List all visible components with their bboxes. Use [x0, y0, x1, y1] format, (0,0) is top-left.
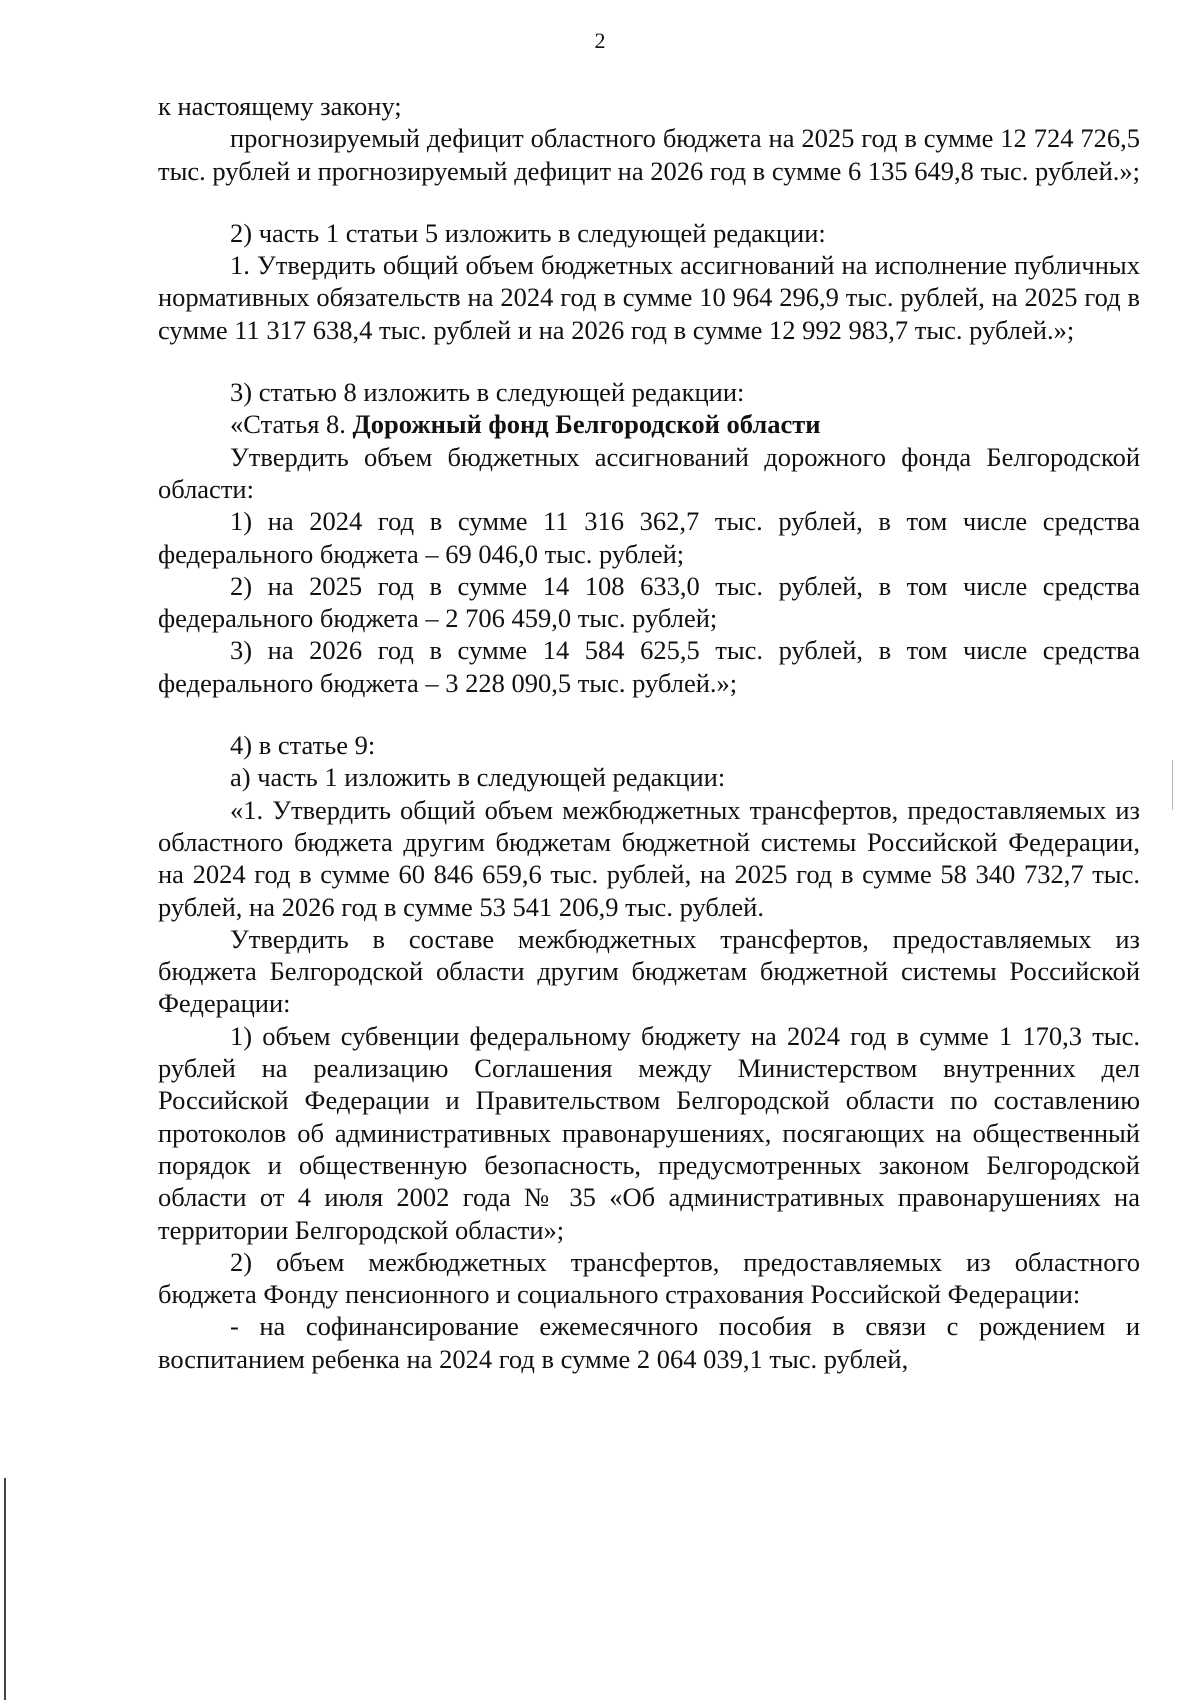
article-heading-title: Дорожный фонд Белгородской области — [352, 409, 821, 440]
amendment-item: 4) в статье 9: — [230, 730, 376, 761]
page-number: 2 — [594, 28, 606, 53]
paragraph: прогнозируемый дефицит областного бюджета на 2025 год в сумме 12 724 726,5 тыс. рублей и прогнозируемый дефицит на 2026 год в сумме 6 135 649,8 тыс. рублей.»; — [158, 123, 1140, 186]
paragraph: 1) объем субвенции федеральному бюджету на 2024 год в сумме 1 170,3 тыс. рублей на реализацию Соглашения между Министерством внутренних дел Российской Федерации и Правительством Белгородской области по составлению протоколов об административных правонарушениях, посягающих на общественный порядок и общественную безопасность, предусмотренных законом Белгородской области от 4 июля 2002 года № 35 «Об административных правонарушениях на территории Белгородской области»; — [158, 1020, 1140, 1245]
paragraph: Утвердить объем бюджетных ассигнований дорожного фонда Белгородской области: — [158, 441, 1140, 504]
paragraph: 3) на 2026 год в сумме 14 584 625,5 тыс. рублей, в том числе средства федерального бюджета – 3 228 090,5 тыс. рублей.»; — [158, 635, 1140, 698]
amendment-item: 3) статью 8 изложить в следующей редакции: — [230, 377, 745, 408]
paragraph: а) часть 1 изложить в следующей редакции: — [230, 762, 726, 793]
amendment-item: 2) часть 1 статьи 5 изложить в следующей редакции: — [230, 217, 826, 248]
scan-margin-line — [4, 1478, 6, 1700]
paragraph: 2) на 2025 год в сумме 14 108 633,0 тыс. рублей, в том числе средства федерального бюджета – 2 706 459,0 тыс. рублей; — [158, 570, 1140, 634]
scan-margin-mark — [1172, 760, 1173, 810]
paragraph: к настоящему закону; — [158, 91, 402, 121]
paragraph: - на софинансирование ежемесячного пособия в связи с рождением и воспитанием ребенка на 2024 год в сумме 2 064 039,1 тыс. рублей, — [158, 1311, 1140, 1374]
paragraph: 1. Утвердить общий объем бюджетных ассигнований на исполнение публичных нормативных обязательств на 2024 год в сумме 10 964 296,9 тыс. рублей, на 2025 год в сумме 11 317 638,4 тыс. рублей и на 2026 год в сумме 12 992 983,7 тыс. рублей.»; — [158, 250, 1140, 345]
paragraph: 1) на 2024 год в сумме 11 316 362,7 тыс. рублей, в том числе средства федерального бюджета – 69 046,0 тыс. рублей; — [158, 506, 1140, 569]
article-heading — [158, 408, 1140, 440]
article-heading-prefix: «Статья 8. — [230, 409, 353, 440]
document-body — [158, 90, 1140, 1375]
paragraph: Утвердить в составе межбюджетных трансфертов, предоставляемых из бюджета Белгородской области другим бюджетам бюджетной системы Российской Федерации: — [158, 923, 1140, 1019]
paragraph: «1. Утвердить общий объем межбюджетных трансфертов, предоставляемых из областного бюджета другим бюджетам бюджетной системы Российской Федерации, на 2024 год в сумме 60 846 659,6 тыс. рублей, на 2025 год в сумме 58 340 732,7 тыс. рублей, на 2026 год в сумме 53 541 206,9 тыс. рублей. — [158, 794, 1140, 922]
paragraph: 2) объем межбюджетных трансфертов, предоставляемых из областного бюджета Фонду пенсионного и социального страхования Российской Федерации: — [158, 1246, 1140, 1310]
